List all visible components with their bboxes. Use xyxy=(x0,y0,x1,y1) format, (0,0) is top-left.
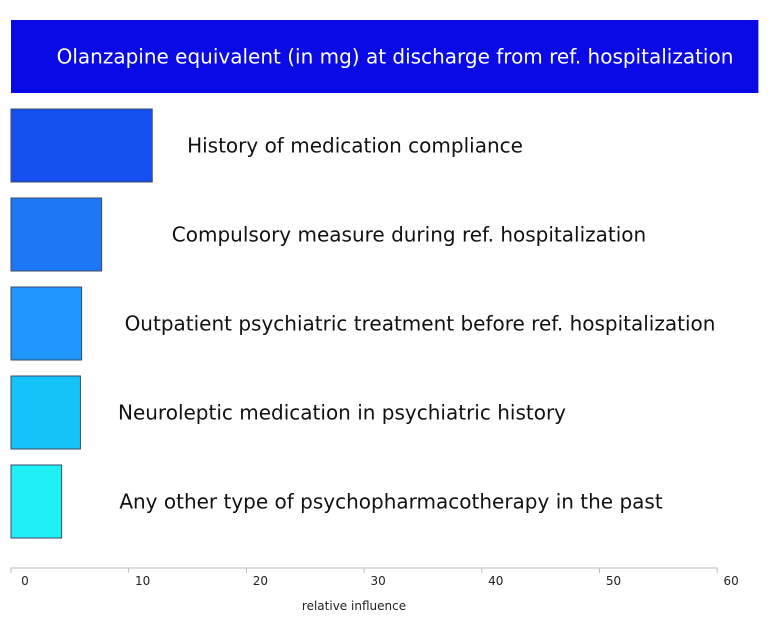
bar-compulsory-measure-during-ref-hospitaliz xyxy=(11,198,102,271)
bar-outpatient-psychiatric-treatment-before- xyxy=(11,287,82,360)
bar-label-history-of-medication-compliance: History of medication compliance xyxy=(187,133,523,158)
bar-any-other-type-of-psychopharmacotherapy- xyxy=(11,465,62,538)
x-axis-ticks xyxy=(11,568,739,588)
bars-group xyxy=(11,20,758,538)
bar-label-olanzapine-equivalent-in-mg-at-discharge: Olanzapine equivalent (in mg) at discharge from ref. hospitalization xyxy=(56,44,734,69)
bar-label-outpatient-psychiatric-treatment-before-: Outpatient psychiatric treatment before ref. hospitalization xyxy=(124,311,716,336)
bar-neuroleptic-medication-in-psychiatric-hi xyxy=(11,376,80,449)
bar-label-compulsory-measure-during-ref-hospitaliz: Compulsory measure during ref. hospitalization xyxy=(171,222,647,247)
bar-history-of-medication-compliance xyxy=(11,109,152,182)
x-axis-title: relative influence xyxy=(301,599,407,613)
x-tick-label-50: 50 xyxy=(605,574,622,588)
x-tick-label-10: 10 xyxy=(135,574,151,588)
bar-label-neuroleptic-medication-in-psychiatric-hi: Neuroleptic medication in psychiatric history xyxy=(117,400,567,425)
bar-label-any-other-type-of-psychopharmacotherapy-: Any other type of psychopharmacotherapy in the past xyxy=(119,489,663,514)
bar-labels-group xyxy=(57,45,734,514)
x-tick-label-20: 20 xyxy=(252,574,269,588)
x-tick-label-60: 60 xyxy=(723,574,739,588)
x-tick-label-30: 30 xyxy=(370,574,386,588)
x-tick-label-0: 0 xyxy=(21,574,29,588)
x-tick-label-40: 40 xyxy=(488,574,504,588)
